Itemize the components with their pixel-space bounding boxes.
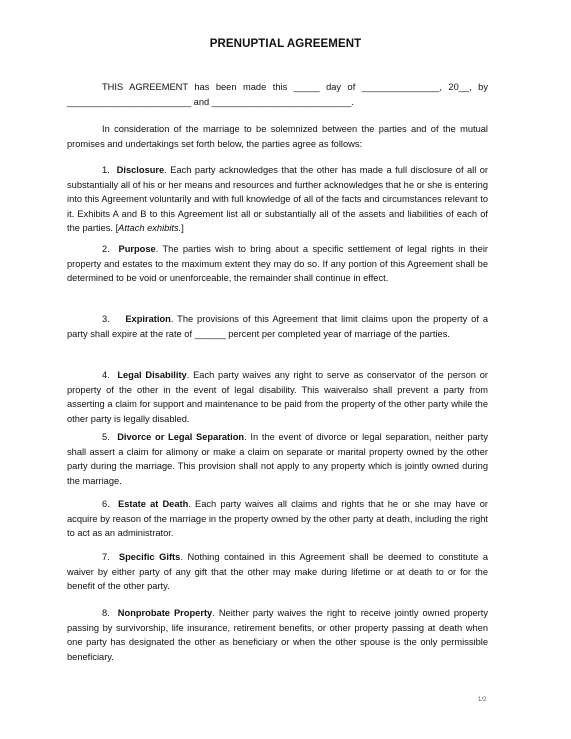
consideration-text: In consideration of the marriage to be solemnized between the parties and of the mutual promises and undertakings set forth below, the parties agree as follows: <box>67 124 488 149</box>
clause-heading: Nonprobate Property <box>117 608 213 618</box>
clause-number: 7. <box>102 552 110 562</box>
clause-heading: Purpose <box>118 244 156 254</box>
clause-divorce <box>67 430 488 488</box>
clause-heading: Disclosure <box>116 165 165 175</box>
clause-tail: ] <box>181 223 184 234</box>
clause-specific-gifts <box>67 550 488 594</box>
intro-text: THIS AGREEMENT has been made this _____ day of _______________, 20__, by ________________________ and ___________________________. <box>67 82 488 107</box>
clause-body: . Each party waives any right to serve as conservator of the person or property of the other in the event of legal disability. This waiveralso shall prevent a party from asserting a claim for support and maintenance to be paid from the property of the other party while the other party is legally disabled. <box>67 370 488 424</box>
clause-number: 8. <box>102 608 110 618</box>
clause-body: . The parties wish to bring about a specific settlement of legal rights in their property and estates to the maximum extent they may do so. If any portion of this Agreement shall be determined to be void or unenforceable, the remainder shall continue in effect. <box>67 244 488 284</box>
clause-heading: Divorce or Legal Separation <box>117 432 245 442</box>
clause-disclosure <box>67 163 488 236</box>
clause-expiration <box>67 312 488 341</box>
clause-body: . Each party acknowledges that the other has made a full disclosure of all or substantially all of his or her means and resources and further acknowledges that he or she is entering into this Agreement voluntarily and with full knowledge of all of the facts and circumstances relevant to it. Exhibits A and B to this Agreement list all or substantially all of the assets and liabilities of each of the parties. [ <box>67 165 488 234</box>
clause-nonprobate-property <box>67 606 488 664</box>
clause-italic-note: Attach exhibits. <box>118 223 182 234</box>
clause-heading: Specific Gifts <box>118 552 181 562</box>
document-title: PRENUPTIAL AGREEMENT <box>209 38 362 50</box>
clause-body: . Nothing contained in this Agreement shall be deemed to constitute a waiver by either party of any gift that the other may make during lifetime or at death to or for the benefit of the other party. <box>67 552 488 592</box>
clause-body: . Each party waives all claims and rights that he or she may have or acquire by reason of the marriage in the property owned by the other party at death, including the right to act as an administrator. <box>67 499 488 539</box>
clause-estate-at-death <box>67 497 488 541</box>
clause-number: 3. <box>102 314 110 324</box>
intro-paragraph <box>67 80 488 109</box>
consideration-paragraph <box>67 122 488 151</box>
clause-body: . The provisions of this Agreement that limit claims upon the property of a party shall expire at the rate of ______ percent per completed year of marriage of the parties. <box>67 314 488 339</box>
clause-number: 2. <box>102 244 110 254</box>
clause-number: 6. <box>102 499 110 509</box>
clause-body: . In the event of divorce or legal separation, neither party shall assert a claim for alimony or make a claim on separate or marital property owned by the other party during the marriage. This provision shall not apply to any property which is jointly owned during the marriage. <box>67 432 488 486</box>
clause-number: 5. <box>102 432 110 442</box>
clause-purpose <box>67 242 488 286</box>
clause-heading: Legal Disability <box>117 370 187 380</box>
clause-number: 4. <box>102 370 110 380</box>
clause-number: 1. <box>102 165 110 175</box>
clause-body: . Neither party waives the right to receive jointly owned property passing by survivorship, life insurance, retirement benefits, or other property passing at death when one party has designated the other as beneficiary or when the other spouse is the only permissible beneficiary. <box>67 608 488 662</box>
clause-legal-disability <box>67 368 488 426</box>
clause-heading: Estate at Death <box>118 499 189 509</box>
clause-heading: Expiration <box>125 314 171 324</box>
page-number: 1/2 <box>478 697 487 703</box>
